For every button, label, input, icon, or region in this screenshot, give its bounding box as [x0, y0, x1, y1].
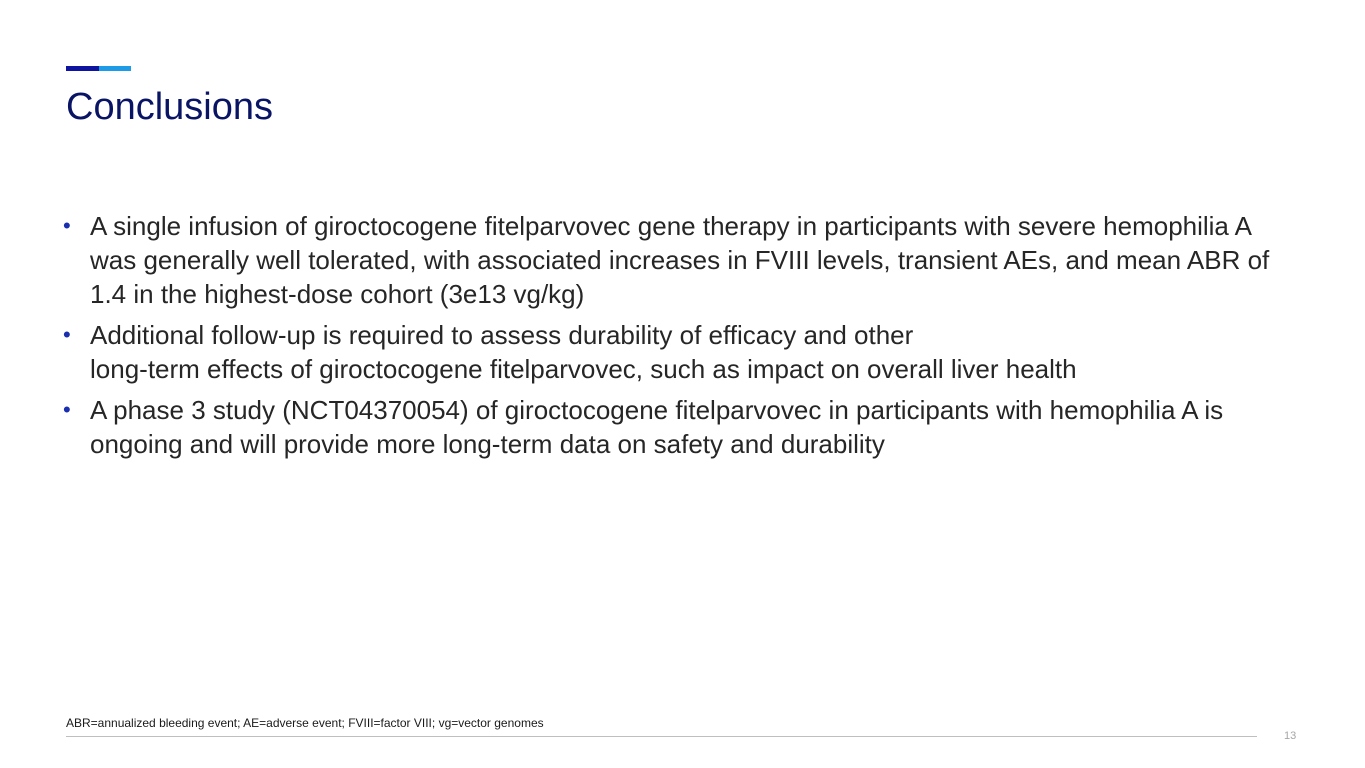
bullet-text: A phase 3 study (NCT04370054) of giroctocogene fitelparvovec in participants with hemophilia A is ongoing and will provide more long-term data on safety and durability	[90, 395, 1224, 459]
bullet-text-line: long-term effects of giroctocogene fitelparvovec, such as impact on overall liver health	[90, 354, 1077, 384]
page-number: 13	[1284, 730, 1297, 742]
bullet-marker: •	[63, 213, 71, 238]
slide-title: Conclusions	[66, 86, 273, 128]
bullet-text-line: Additional follow-up is required to assess durability of efficacy and other	[90, 320, 914, 350]
bullet-item	[62, 318, 1302, 386]
title-accent-bar	[66, 66, 131, 71]
footer-divider	[66, 736, 1257, 737]
conclusions-bullet-list	[62, 209, 1302, 468]
accent-bar-light-segment	[99, 66, 131, 71]
bullet-item	[62, 393, 1302, 461]
abbreviations-footnote: ABR=annualized bleeding event; AE=adverse event; FVIII=factor VIII; vg=vector genomes	[66, 716, 544, 730]
bullet-marker: •	[63, 397, 71, 422]
bullet-marker: •	[63, 322, 71, 347]
bullet-item	[62, 209, 1302, 311]
bullet-text: A single infusion of giroctocogene fitelparvovec gene therapy in participants with severe hemophilia A was generally well tolerated, with associated increases in FVIII levels, transient AEs, and mean ABR of 1.4 in the highest-dose cohort (3e13 vg/kg)	[90, 211, 1270, 309]
accent-bar-dark-segment	[66, 66, 99, 71]
